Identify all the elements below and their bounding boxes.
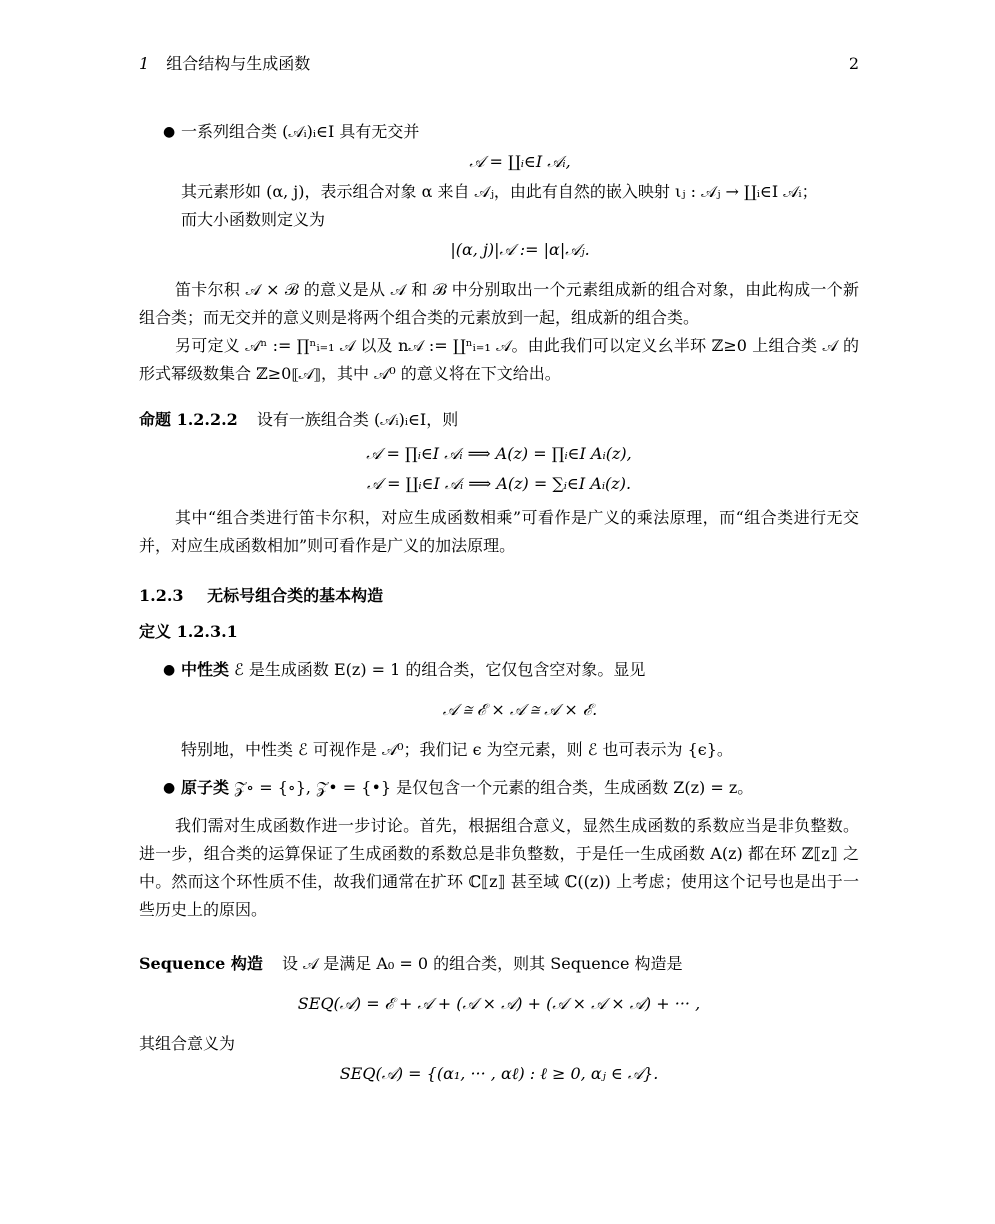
- paragraph-principles: 其中“组合类进行笛卡尔积，对应生成函数相乘”可看作是广义的乘法原理，而“组合类进行无交并，对应生成函数相加”则可看作是广义的加法原理。: [139, 508, 859, 555]
- sequence-text: 设 𝒜 是满足 A₀ = 0 的组合类，则其 Sequence 构造是: [281, 954, 683, 973]
- chapter-number: 1: [139, 54, 150, 73]
- equation-sum: 𝒜 = ∐ᵢ∈I 𝒜ᵢ ⟹ A(z) = ∑ᵢ∈I Aᵢ(z).: [366, 474, 632, 493]
- bullet-desc-line2: 而大小函数则定义为: [181, 210, 326, 229]
- chapter-title: 组合结构与生成函数: [166, 54, 311, 73]
- running-header: [139, 50, 859, 78]
- proposition-label: 命题 1.2.2.2: [139, 410, 238, 429]
- section-heading: [139, 582, 859, 610]
- bullet-intro: 一系列组合类 (𝒜ᵢ)ᵢ∈I 具有无交并: [181, 122, 420, 141]
- bullet-dot-icon: ●: [163, 124, 176, 140]
- formula-neutral: 𝒜 ≅ ℰ × 𝒜 ≅ 𝒜 × ℰ.: [442, 700, 598, 719]
- paragraph-power-series: 另可定义 𝒜ⁿ := ∏ⁿᵢ₌₁ 𝒜 以及 n𝒜 := ∐ⁿᵢ₌₁ 𝒜。由此我们可以定义幺半环 ℤ≥0 上组合类 𝒜 的形式幂级数集合 ℤ≥0⟦𝒜⟧，其中 𝒜⁰ 的意义将在下文给出。: [139, 336, 859, 383]
- paragraph-generating-functions: 我们需对生成函数作进一步讨论。首先，根据组合意义，显然生成函数的系数应当是非负整数。进一步，组合类的运算保证了生成函数的系数总是非负整数，于是任一生成函数 A(z) 都在环 ℤ⟦z⟧ 之中。然而这个环性质不佳，故我们通常在扩环 ℂ⟦z⟧ 甚至域 ℂ((z)) 上考虑；使用这个记号也是出于一些历史上的原因。: [139, 816, 859, 919]
- sequence-meaning: 其组合意义为: [139, 1034, 236, 1053]
- section-title: 无标号组合类的基本构造: [207, 586, 384, 605]
- proposition-text: 设有一族组合类 (𝒜ᵢ)ᵢ∈I，则: [256, 410, 459, 429]
- formula-sequence-set: SEQ(𝒜) = {(α₁, ··· , αℓ) : ℓ ≥ 0, αⱼ ∈ 𝒜}.: [339, 1064, 659, 1083]
- formula-sequence-sum: SEQ(𝒜) = ℰ + 𝒜 + (𝒜 × 𝒜) + (𝒜 × 𝒜 × 𝒜) + ··· ,: [297, 994, 701, 1013]
- bullet-dot-icon: ●: [163, 780, 176, 796]
- bullet-desc-line1: 其元素形如 (α, j)，表示组合对象 α 来自 𝒜ⱼ，由此有自然的嵌入映射 ιⱼ : 𝒜ⱼ → ∐ᵢ∈I 𝒜ᵢ；: [181, 182, 818, 201]
- section-number: 1.2.3: [139, 586, 184, 605]
- sequence-construction: [139, 950, 859, 1088]
- page-number: 2: [848, 54, 859, 73]
- proposition: [139, 406, 859, 498]
- bullet-disjoint-union: [139, 118, 859, 264]
- chapter-heading: [139, 50, 310, 78]
- bullet-neutral-class: [139, 656, 859, 764]
- paragraph-cartesian: 笛卡尔积 𝒜 × ℬ 的意义是从 𝒜 和 ℬ 中分别取出一个元素组成新的组合对象，由此构成一个新组合类；而无交并的意义则是将两个组合类的元素放到一起，组成新的组合类。: [139, 280, 859, 327]
- definition-label: 定义 1.2.3.1: [139, 622, 238, 641]
- neutral-text: ℰ 是生成函数 E(z) = 1 的组合类，它仅包含空对象。显见: [234, 660, 646, 679]
- formula-disjoint-union: 𝒜 = ∐ᵢ∈I 𝒜ᵢ,: [469, 152, 571, 171]
- equation-product: 𝒜 = ∏ᵢ∈I 𝒜ᵢ ⟹ A(z) = ∏ᵢ∈I Aᵢ(z),: [366, 444, 632, 463]
- formula-size-function: |(α, j)|𝒜 := |α|𝒜ⱼ.: [450, 240, 590, 259]
- sequence-label: Sequence 构造: [139, 954, 263, 973]
- atom-term: 原子类: [181, 778, 230, 797]
- atom-text: 𝒵∘ = {∘}, 𝒵• = {•} 是仅包含一个元素的组合类，生成函数 Z(z) = z。: [234, 778, 754, 797]
- neutral-note: 特别地，中性类 ℰ 可视作是 𝒜⁰；我们记 ϵ 为空元素，则 ℰ 也可表示为 {ϵ}。: [181, 740, 733, 759]
- bullet-dot-icon: ●: [163, 662, 176, 678]
- neutral-term: 中性类: [181, 660, 230, 679]
- bullet-atom-class: [139, 774, 859, 802]
- document-page: [139, 50, 859, 1090]
